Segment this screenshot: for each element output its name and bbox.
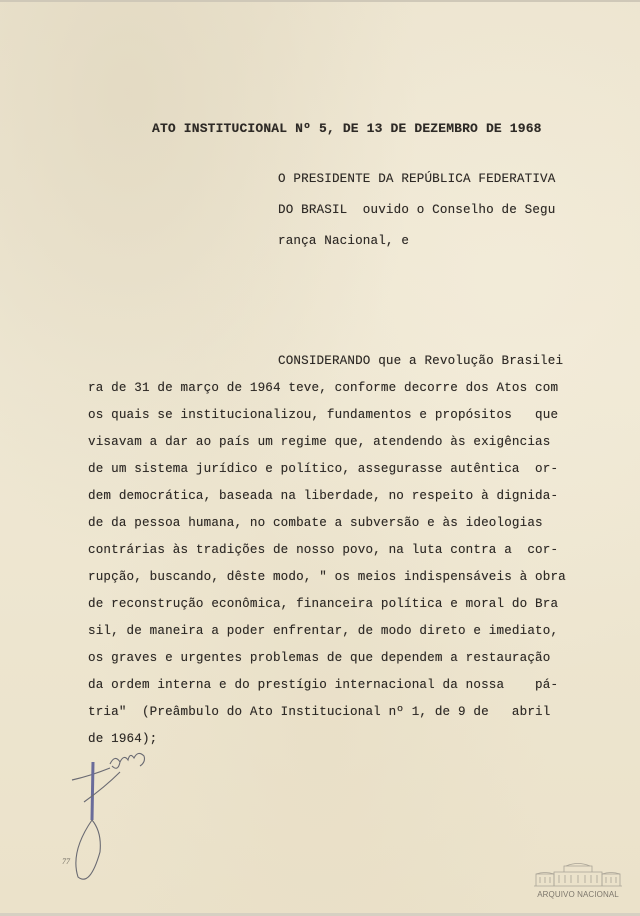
body-line: de 1964);: [88, 732, 158, 746]
preamble-line: rança Nacional, e: [278, 234, 410, 248]
document-title: ATO INSTITUCIONAL Nº 5, DE 13 DE DEZEMBRO DE 1968: [152, 121, 542, 136]
body-line: sil, de maneira a poder enfrentar, de modo direto e imediato,: [88, 624, 559, 638]
body-line: rupção, buscando, dêste modo, " os meios indispensáveis à obra: [88, 570, 566, 584]
watermark-label: ARQUIVO NACIONAL: [537, 890, 619, 899]
body-line: visavam a dar ao país um regime que, atendendo às exigências: [88, 435, 551, 449]
body-line: os quais se institucionalizou, fundamentos e propósitos que: [88, 408, 559, 422]
body-line: tria" (Preâmbulo do Ato Institucional nº 1, de 9 de abril: [88, 705, 551, 719]
preamble-line: O PRESIDENTE DA REPÚBLICA FEDERATIVA: [278, 172, 556, 186]
signature-icon: [60, 742, 200, 882]
body-line: os graves e urgentes problemas de que dependem a restauração: [88, 651, 551, 665]
body-line: de da pessoa humana, no combate a subversão e às ideologias: [88, 516, 543, 530]
preamble-line: DO BRASIL ouvido o Conselho de Segu: [278, 203, 556, 217]
body-line: ra de 31 de março de 1964 teve, conforme decorre dos Atos com: [88, 381, 559, 395]
building-icon: [532, 862, 624, 888]
page-mark: 77: [62, 857, 70, 866]
body-line: da ordem interna e do prestígio internacional da nossa pá-: [88, 678, 559, 692]
body-line: dem democrática, baseada na liberdade, no respeito à dignida-: [88, 489, 559, 503]
body-line: de reconstrução econômica, financeira política e moral do Bra: [88, 597, 559, 611]
body-line: contrárias às tradições de nosso povo, na luta contra a cor-: [88, 543, 559, 557]
body-line: de um sistema jurídico e político, assegurasse autêntica or-: [88, 462, 559, 476]
body-line: CONSIDERANDO que a Revolução Brasilei: [278, 354, 564, 368]
arquivo-nacional-watermark: [528, 862, 628, 910]
